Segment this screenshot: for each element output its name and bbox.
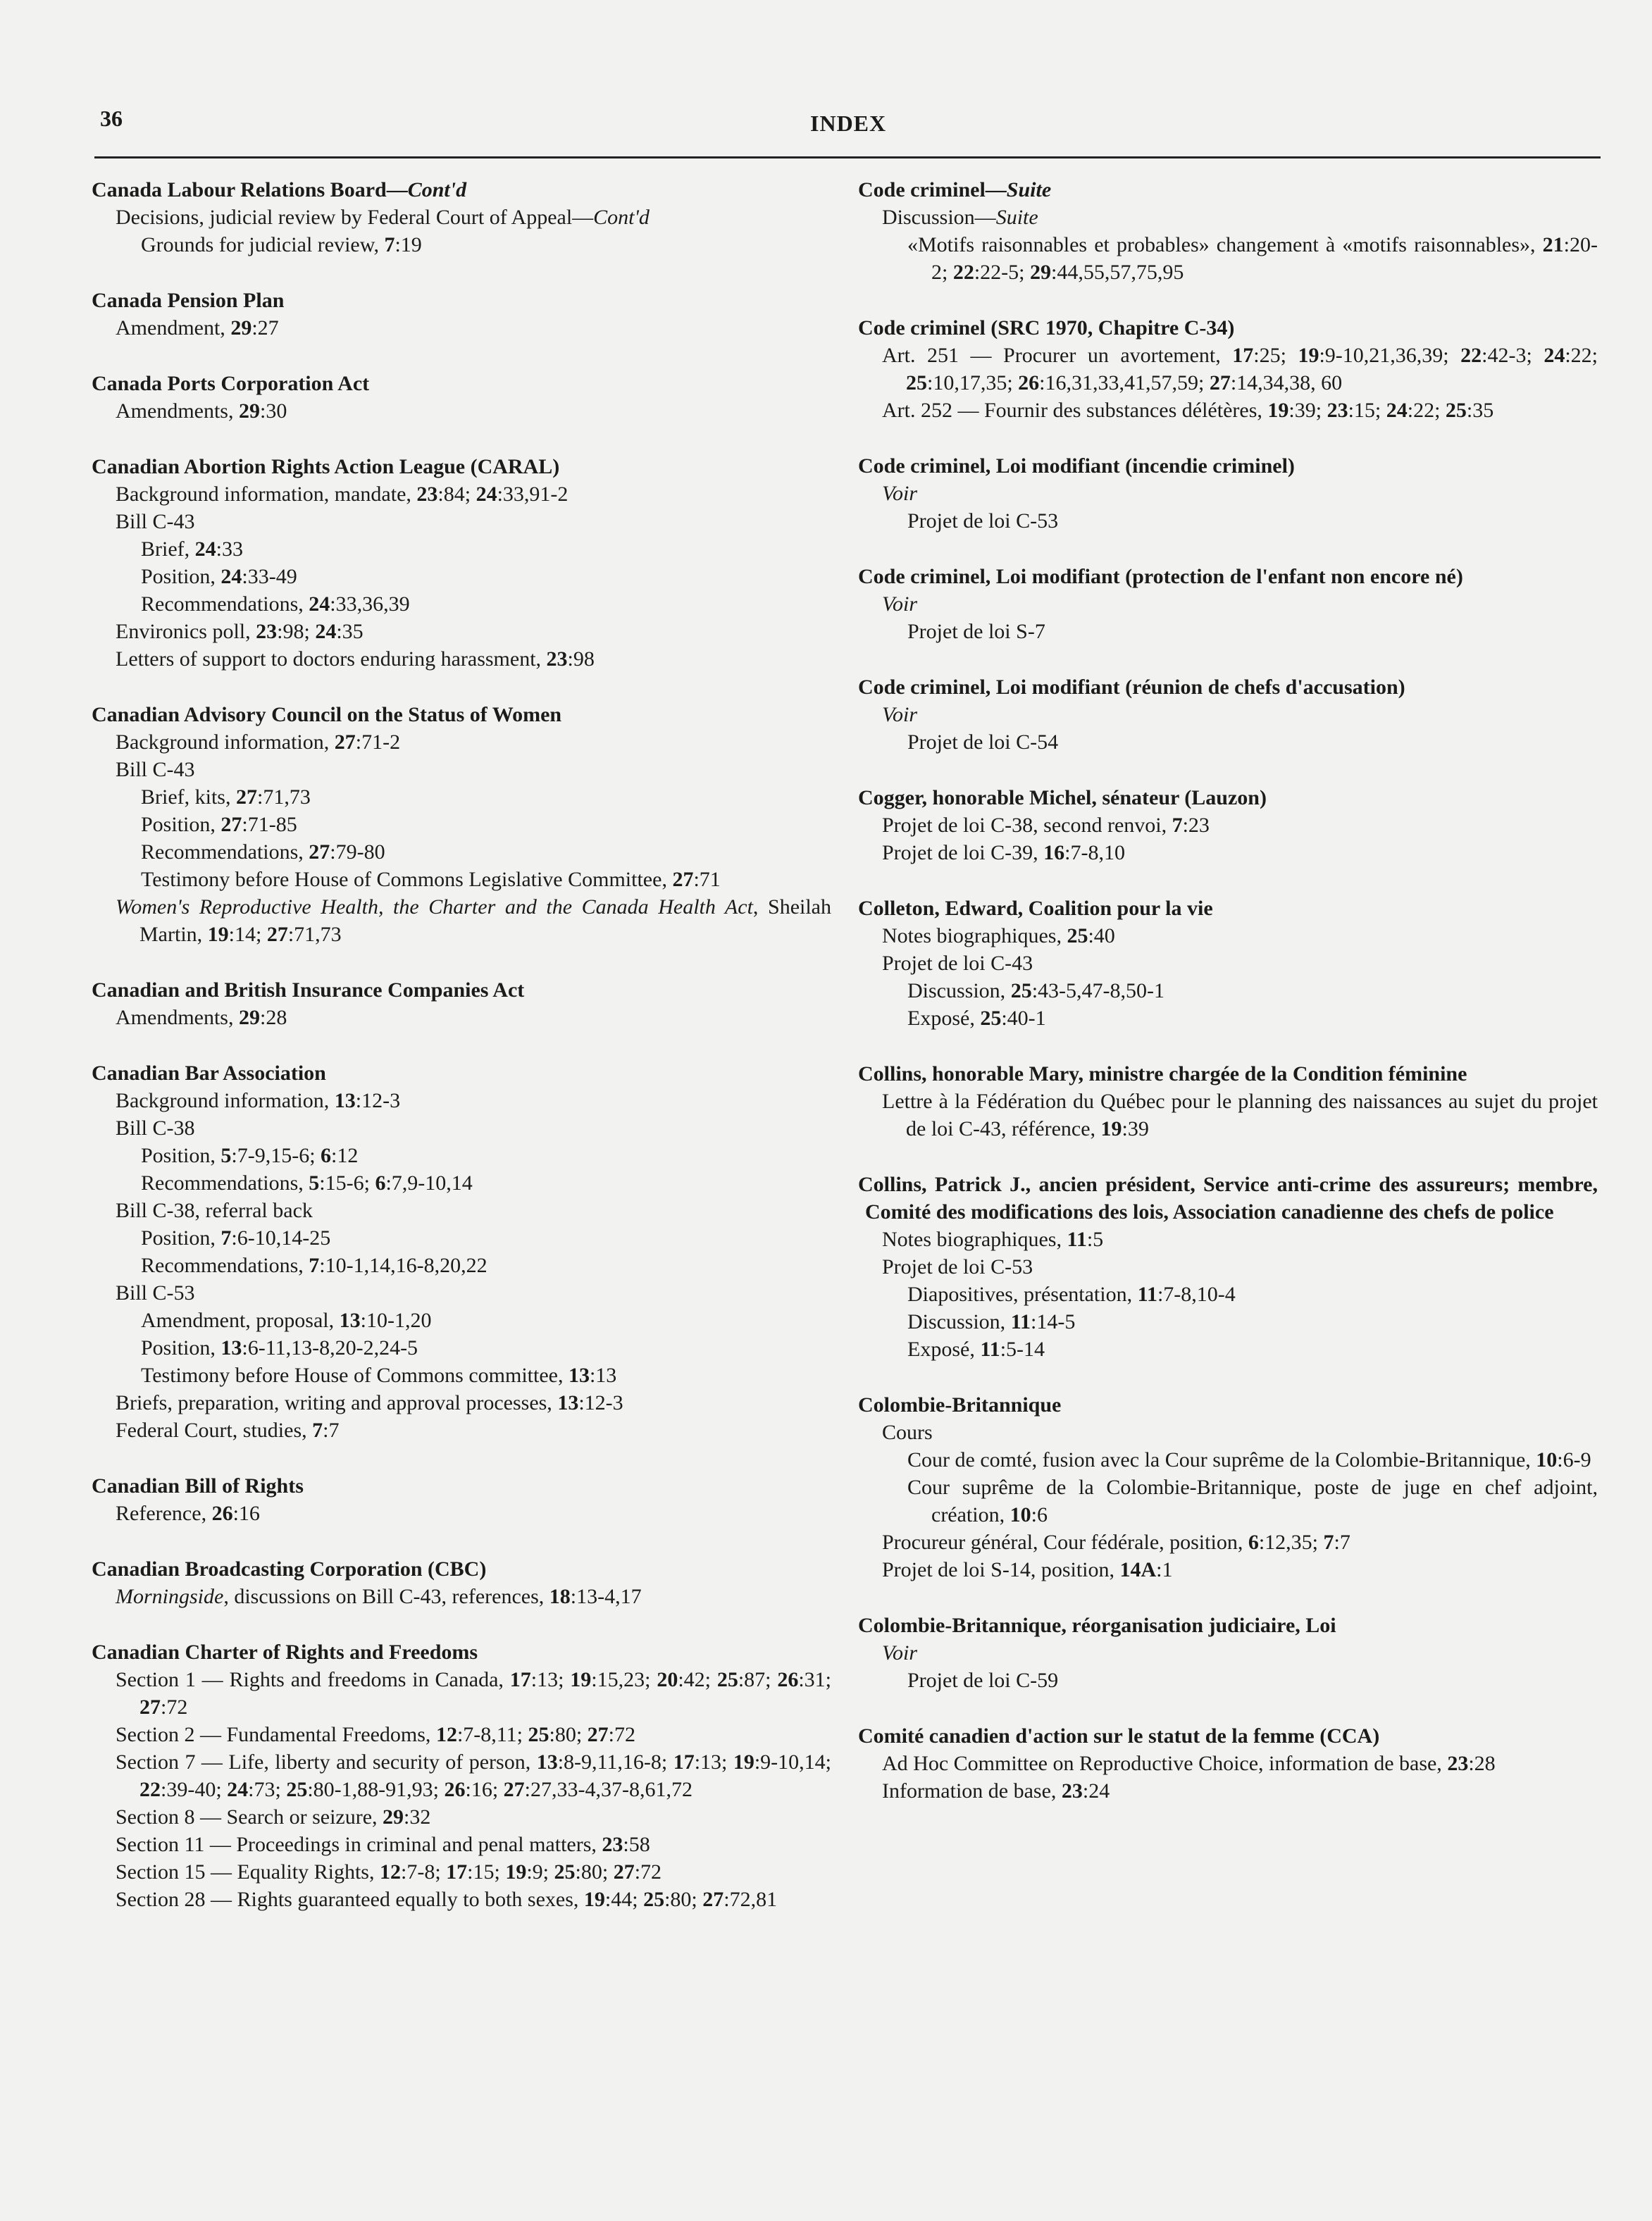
entry-subline: Federal Court, studies, 7:7 bbox=[116, 1419, 340, 1442]
entry-subline: Art. 251 — Procurer un avortement, 17:25; 19:9-10,21,36,39; 22:42-3; 24:22; 25:10,17,35; 26:16,31,33,41,57,59; 27:14,34,38, 60 bbox=[882, 344, 1598, 394]
entry-subline: Recommendations, 24:33,36,39 bbox=[141, 592, 410, 616]
entry-subline: Position, 5:7-9,15-6; 6:12 bbox=[141, 1144, 359, 1167]
entry-heading: Canadian Broadcasting Corporation (CBC) bbox=[92, 1557, 487, 1581]
entry-subline: Lettre à la Fédération du Québec pour le planning des naissances au sujet du projet de loi C-43, référence, 19:39 bbox=[882, 1090, 1598, 1140]
entry-subline: Testimony before House of Commons committee, 13:13 bbox=[141, 1364, 617, 1387]
entry-subline: Recommendations, 7:10-1,14,16-8,20,22 bbox=[141, 1254, 487, 1277]
entry-subline: Projet de loi C-53 bbox=[882, 1255, 1033, 1279]
entry-subline: Projet de loi S-7 bbox=[907, 620, 1045, 643]
entry-subline: Bill C-43 bbox=[116, 758, 195, 781]
entry-subline: Bill C-43 bbox=[116, 510, 195, 533]
entry-subline: Discussion, 11:14-5 bbox=[907, 1310, 1076, 1333]
entry-heading: Canadian Advisory Council on the Status of Women bbox=[92, 703, 562, 726]
entry-subline: Amendments, 29:28 bbox=[116, 1006, 287, 1029]
entry-subline: Amendments, 29:30 bbox=[116, 399, 287, 423]
entry-subline: Section 11 — Proceedings in criminal and penal matters, 23:58 bbox=[116, 1833, 650, 1856]
entry-subline: Position, 13:6-11,13-8,20-2,24-5 bbox=[141, 1336, 418, 1360]
entry-subline: Exposé, 11:5-14 bbox=[907, 1338, 1045, 1361]
entry-subline: Bill C-38 bbox=[116, 1116, 195, 1140]
entry-heading: Comité canadien d'action sur le statut de la femme (CCA) bbox=[858, 1724, 1380, 1748]
entry-subline: Background information, 27:71-2 bbox=[116, 730, 401, 754]
entry-subline: Voir bbox=[882, 1641, 918, 1665]
entry-subline: Decisions, judicial review by Federal Court of Appeal—Cont'd bbox=[116, 206, 650, 229]
entry-heading: Code criminel, Loi modifiant (réunion de chefs d'accusation) bbox=[858, 676, 1405, 699]
index-entry bbox=[858, 784, 1598, 866]
entry-heading: Collins, Patrick J., ancien président, Service anti-crime des assureurs; membre, Comité des modifications des lois, Association canadienne des chefs de police bbox=[858, 1173, 1598, 1224]
index-entry bbox=[92, 453, 831, 673]
entry-subline: Discussion, 25:43-5,47-8,50-1 bbox=[907, 979, 1165, 1002]
entry-subline: Projet de loi C-39, 16:7-8,10 bbox=[882, 841, 1125, 864]
entry-subline: Brief, 24:33 bbox=[141, 537, 243, 561]
index-entry bbox=[92, 1059, 831, 1444]
entry-subline: Brief, kits, 27:71,73 bbox=[141, 785, 311, 809]
entry-subline: Background information, 13:12-3 bbox=[116, 1089, 401, 1112]
entry-subline: Cours bbox=[882, 1421, 933, 1444]
entry-heading: Code criminel, Loi modifiant (protection de l'enfant non encore né) bbox=[858, 565, 1463, 588]
index-entry bbox=[92, 176, 831, 259]
entry-subline: Exposé, 25:40-1 bbox=[907, 1007, 1046, 1030]
index-entry bbox=[92, 370, 831, 425]
index-entry bbox=[858, 1722, 1598, 1805]
entry-subline: Section 15 — Equality Rights, 12:7-8; 17:15; 19:9; 25:80; 27:72 bbox=[116, 1860, 662, 1884]
entry-subline: Grounds for judicial review, 7:19 bbox=[141, 233, 422, 256]
entry-heading: Canadian Bill of Rights bbox=[92, 1474, 304, 1498]
entry-subline: Recommendations, 5:15-6; 6:7,9-10,14 bbox=[141, 1171, 473, 1195]
index-entry bbox=[858, 1171, 1598, 1363]
entry-subline: Position, 27:71-85 bbox=[141, 813, 297, 836]
entry-subline: Women's Reproductive Health, the Charter and the Canada Health Act, Sheilah Martin, 19:14; 27:71,73 bbox=[116, 895, 831, 946]
entry-subline: Art. 252 — Fournir des substances délétères, 19:39; 23:15; 24:22; 25:35 bbox=[882, 399, 1494, 422]
left-column bbox=[92, 176, 831, 1941]
entry-subline: Section 2 — Fundamental Freedoms, 12:7-8,11; 25:80; 27:72 bbox=[116, 1723, 635, 1746]
entry-heading: Canadian Abortion Rights Action League (CARAL) bbox=[92, 455, 560, 478]
entry-heading: Code criminel, Loi modifiant (incendie criminel) bbox=[858, 454, 1295, 478]
entry-subline: Discussion—Suite bbox=[882, 206, 1038, 229]
entry-subline: Projet de loi C-43 bbox=[882, 952, 1033, 975]
index-entry bbox=[858, 895, 1598, 1032]
index-entry bbox=[92, 1638, 831, 1913]
entry-subline: Notes biographiques, 25:40 bbox=[882, 924, 1115, 947]
entry-subline: Section 7 — Life, liberty and security of person, 13:8-9,11,16-8; 17:13; 19:9-10,14; 22:39-40; 24:73; 25:80-1,88-91,93; 26:16; 27:27,33-4,37-8,61,72 bbox=[116, 1750, 832, 1801]
index-entry bbox=[858, 673, 1598, 756]
index-entry bbox=[858, 563, 1598, 645]
entry-heading: Code criminel—Suite bbox=[858, 178, 1052, 201]
entry-subline: «Motifs raisonnables et probables» changement à «motifs raisonnables», 21:20-2; 22:22-5; 29:44,55,57,75,95 bbox=[907, 233, 1598, 284]
entry-subline: Bill C-38, referral back bbox=[116, 1199, 313, 1222]
entry-subline: Voir bbox=[882, 703, 918, 726]
entry-heading: Canadian Charter of Rights and Freedoms bbox=[92, 1641, 478, 1664]
entry-subline: Projet de loi C-53 bbox=[907, 509, 1059, 533]
entry-subline: Amendment, proposal, 13:10-1,20 bbox=[141, 1309, 432, 1332]
index-entry bbox=[858, 1060, 1598, 1143]
entry-subline: Amendment, 29:27 bbox=[116, 316, 279, 340]
entry-subline: Projet de loi S-14, position, 14A:1 bbox=[882, 1558, 1173, 1581]
entry-heading: Code criminel (SRC 1970, Chapitre C-34) bbox=[858, 316, 1235, 340]
entry-subline: Procureur général, Cour fédérale, position, 6:12,35; 7:7 bbox=[882, 1531, 1350, 1554]
entry-subline: Voir bbox=[882, 592, 918, 616]
entry-subline: Position, 7:6-10,14-25 bbox=[141, 1226, 331, 1250]
page-number: 36 bbox=[100, 106, 123, 131]
entry-subline: Voir bbox=[882, 482, 918, 505]
entry-subline: Section 8 — Search or seizure, 29:32 bbox=[116, 1805, 431, 1829]
entry-heading: Canada Ports Corporation Act bbox=[92, 372, 370, 395]
entry-subline: Projet de loi C-59 bbox=[907, 1669, 1059, 1692]
entry-heading: Colombie-Britannique, réorganisation judiciaire, Loi bbox=[858, 1614, 1336, 1637]
entry-subline: Section 1 — Rights and freedoms in Canada, 17:13; 19:15,23; 20:42; 25:87; 26:31; 27:72 bbox=[116, 1668, 832, 1719]
entry-subline: Position, 24:33-49 bbox=[141, 565, 297, 588]
index-entry bbox=[92, 287, 831, 342]
index-entry bbox=[858, 452, 1598, 535]
entry-subline: Cour suprême de la Colombie-Britannique, poste de juge en chef adjoint, création, 10:6 bbox=[907, 1476, 1598, 1526]
entry-heading: Cogger, honorable Michel, sénateur (Lauzon) bbox=[858, 786, 1267, 809]
entry-subline: Projet de loi C-38, second renvoi, 7:23 bbox=[882, 814, 1210, 837]
index-entry bbox=[858, 1612, 1598, 1694]
entry-subline: Morningside, discussions on Bill C-43, references, 18:13-4,17 bbox=[116, 1585, 642, 1608]
entry-subline: Environics poll, 23:98; 24:35 bbox=[116, 620, 364, 643]
index-entry bbox=[92, 976, 831, 1031]
right-column bbox=[858, 176, 1598, 1833]
entry-subline: Diapositives, présentation, 11:7-8,10-4 bbox=[907, 1283, 1236, 1306]
entry-subline: Letters of support to doctors enduring harassment, 23:98 bbox=[116, 647, 595, 671]
entry-heading: Canada Pension Plan bbox=[92, 289, 285, 312]
entry-subline: Briefs, preparation, writing and approval processes, 13:12-3 bbox=[116, 1391, 623, 1414]
entry-subline: Projet de loi C-54 bbox=[907, 730, 1059, 754]
entry-heading: Colleton, Edward, Coalition pour la vie bbox=[858, 897, 1213, 920]
entry-heading: Colombie-Britannique bbox=[858, 1393, 1062, 1417]
index-entry bbox=[858, 1391, 1598, 1584]
index-entry bbox=[92, 701, 831, 948]
entry-subline: Testimony before House of Commons Legislative Committee, 27:71 bbox=[141, 868, 721, 891]
index-entry bbox=[92, 1472, 831, 1527]
entry-subline: Notes biographiques, 11:5 bbox=[882, 1228, 1104, 1251]
entry-subline: Recommendations, 27:79-80 bbox=[141, 840, 385, 864]
entry-subline: Background information, mandate, 23:84; 24:33,91-2 bbox=[116, 483, 569, 506]
entry-subline: Information de base, 23:24 bbox=[882, 1779, 1110, 1803]
index-entry bbox=[92, 1555, 831, 1610]
entry-subline: Cour de comté, fusion avec la Cour suprême de la Colombie-Britannique, 10:6-9 bbox=[907, 1448, 1591, 1472]
page-title: INDEX bbox=[810, 111, 887, 136]
entry-subline: Reference, 26:16 bbox=[116, 1502, 260, 1525]
entry-heading: Collins, honorable Mary, ministre chargée de la Condition féminine bbox=[858, 1062, 1467, 1085]
entry-subline: Bill C-53 bbox=[116, 1281, 195, 1305]
entry-subline: Ad Hoc Committee on Reproductive Choice, information de base, 23:28 bbox=[882, 1752, 1496, 1775]
entry-heading: Canadian Bar Association bbox=[92, 1062, 326, 1085]
index-entry bbox=[858, 314, 1598, 424]
entry-heading: Canada Labour Relations Board—Cont'd bbox=[92, 178, 467, 201]
entry-subline: Section 28 — Rights guaranteed equally to both sexes, 19:44; 25:80; 27:72,81 bbox=[116, 1888, 778, 1911]
index-entry bbox=[858, 176, 1598, 286]
header-rule bbox=[94, 156, 1601, 158]
entry-heading: Canadian and British Insurance Companies Act bbox=[92, 978, 525, 1002]
